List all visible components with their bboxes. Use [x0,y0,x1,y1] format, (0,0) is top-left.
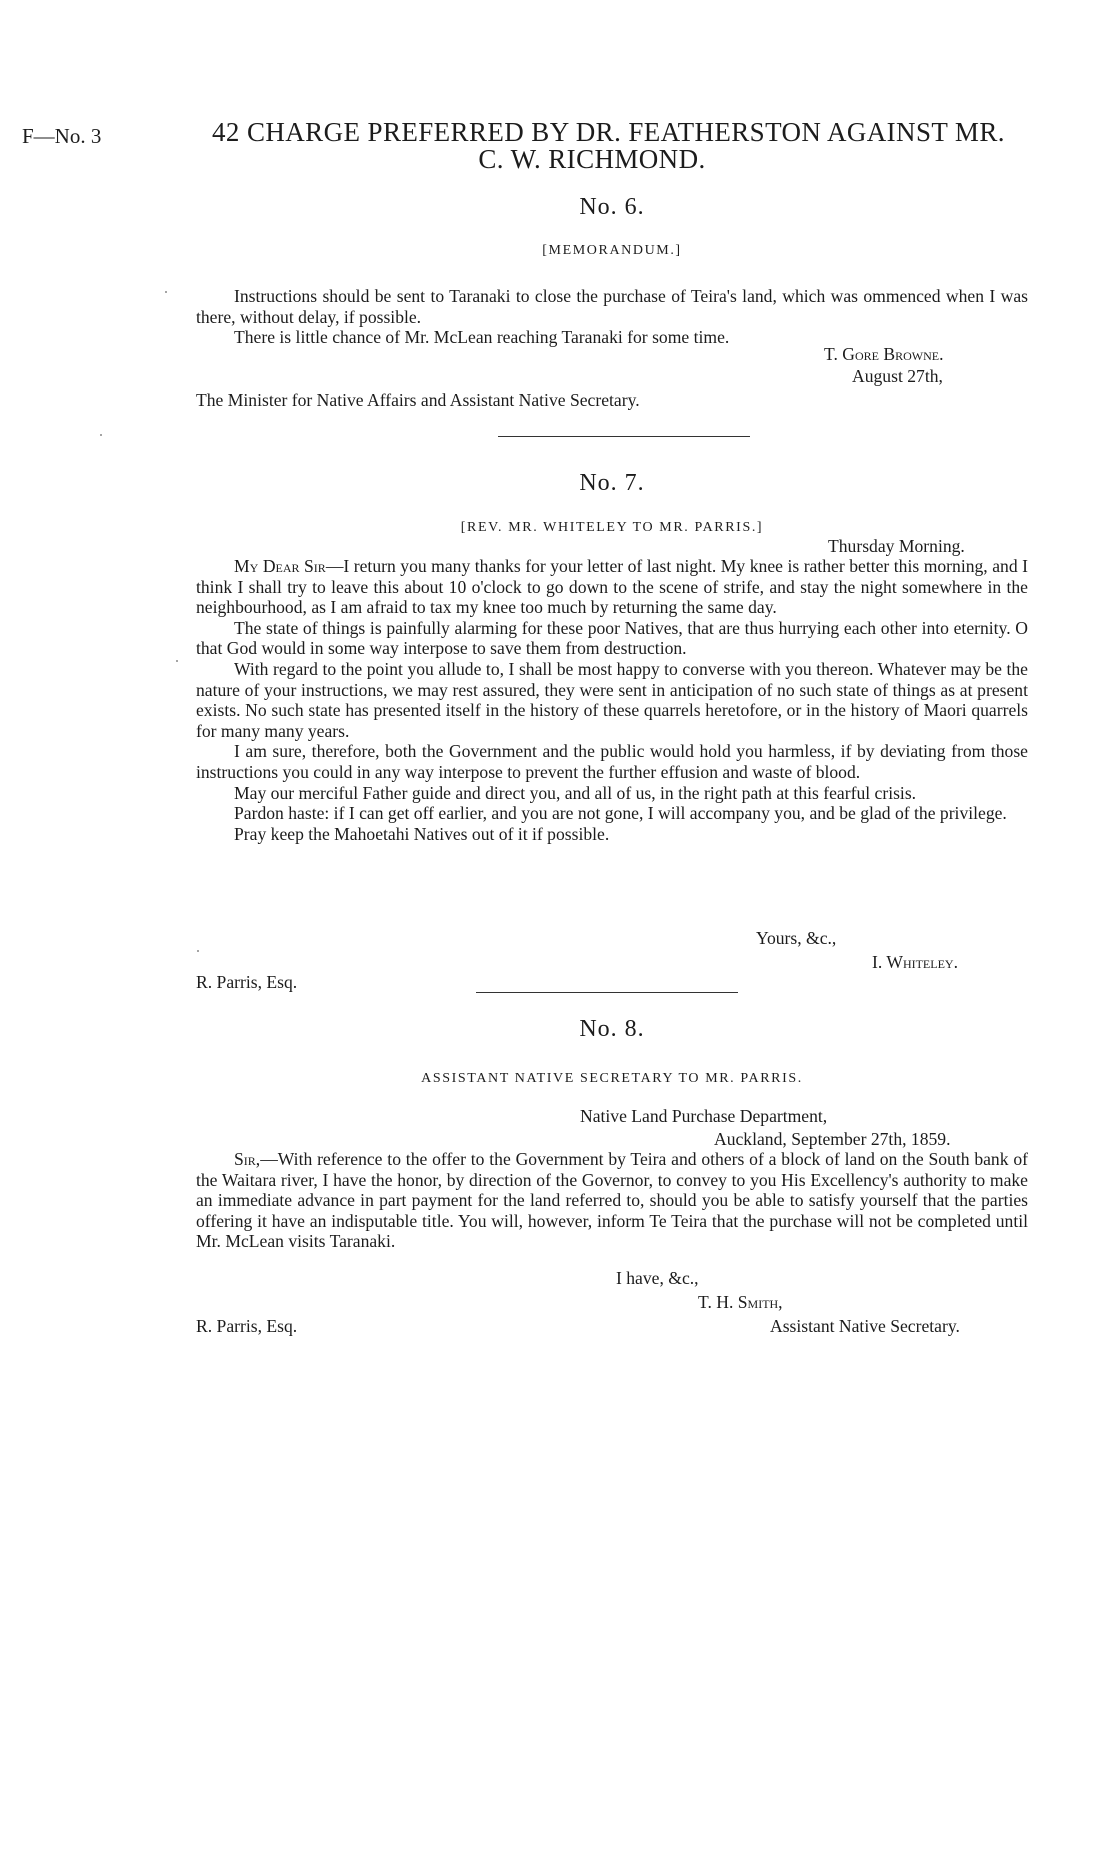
doc8-office: Native Land Purchase Department, [580,1106,828,1126]
doc7-paragraph-5: May our merciful Father guide and direct you, and all of us, in the right path at this fearful crisis. [234,782,917,803]
page-title-line-1: CHARGE PREFERRED BY DR. FEATHERSTON AGAINST MR. [246,117,1005,147]
doc6-body [196,286,1028,348]
doc7-heading: [REV. MR. WHITELEY TO MR. PARRIS.] [460,520,764,535]
doc6-paragraph-2: There is little chance of Mr. McLean reaching Taranaki for some time. [234,327,730,348]
doc8-date: Auckland, September 27th, 1859. [714,1129,951,1149]
doc6-paragraph-1: Instructions should be sent to Taranaki to close the purchase of Teira's land, which was ommenced when I was there, without delay, if possible. [196,286,1028,327]
doc6-addressee: The Minister for Native Affairs and Assistant Native Secretary. [196,390,640,410]
doc7-addressee: R. Parris, Esq. [196,972,298,992]
scan-speck [165,291,167,293]
doc6-date: August 27th, [852,366,943,386]
doc8-salutation: Sir, [234,1149,261,1169]
doc7-body [196,556,1028,844]
doc7-signature: I. Whiteley. [872,952,958,972]
page-number: 42 [212,117,240,147]
doc6-signature: T. Gore Browne. [824,344,944,364]
doc8-addressee: R. Parris, Esq. [196,1316,298,1336]
series-reference: F—No. 3 [22,124,102,148]
doc7-paragraph-3: With regard to the point you allude to, I shall be most happy to converse with you thereon. Whatever may be the nature of your instructions, we may rest assured, they were sent in anticipation of no such state of things as at present exists. No such state has presented itself in the history of these quarrels heretofore, or in the history of Maori quarrels for many many years. [196,658,1028,741]
doc7-closing: Yours, &c., [756,928,837,948]
doc7-paragraph-1: My Dear Sir—I return you many thanks for your letter of last night. My knee is rather better this morning, and I think I shall try to leave this about 10 o'clock to go down to the scene of strife, and stay the night somewhere in the neighbourhood, as I am afraid to tax my knee too much by returning the same day. [196,556,1028,618]
doc6-heading: [MEMORANDUM.] [542,243,682,258]
doc8-body [196,1149,1028,1252]
doc7-number: No. 7. [579,470,645,496]
section-divider [476,992,738,993]
doc7-paragraph-6: Pardon haste: if I can get off earlier, and you are not gone, I will accompany you, and be glad of the privilege. [234,803,1007,824]
doc7-paragraph-2: The state of things is painfully alarming for these poor Natives, that are thus hurrying each other into eternity. O that God would in some way interpose to save them from destruction. [196,617,1028,659]
doc6-number: No. 6. [579,194,645,220]
doc7-dateline: Thursday Morning. [828,536,965,556]
scan-speck [197,950,199,952]
scan-speck [176,660,178,662]
doc7-paragraph-7: Pray keep the Mahoetahi Natives out of it if possible. [234,823,610,844]
doc7-paragraph-4: I am sure, therefore, both the Government and the public would hold you harmless, if by deviating from those instructions you could in any way interpose to prevent the further effusion and waste of blood. [196,741,1028,782]
doc8-paragraph-1: Sir,—With reference to the offer to the Government by Teira and others of a block of land on the South bank of the Waitara river, I have the honor, by direction of the Governor, to convey to you His Excellency's authority to make an immediate advance in part payment for the land referred to, should you be able to satisfy yourself that the parties offering it have an indisputable title. You will, however, inform Te Teira that the purchase will not be completed until Mr. McLean visits Taranaki. [196,1149,1028,1252]
doc8-number: No. 8. [579,1016,645,1042]
section-divider [498,436,750,437]
page-title-line-2: C. W. RICHMOND. [478,144,706,174]
scan-speck [100,434,102,436]
doc8-signature-title: Assistant Native Secretary. [770,1316,960,1336]
doc8-heading: ASSISTANT NATIVE SECRETARY TO MR. PARRIS. [421,1071,803,1086]
doc8-closing: I have, &c., [616,1268,699,1288]
doc7-salutation: My Dear Sir [234,556,326,576]
doc8-signature: T. H. Smith, [698,1292,783,1312]
